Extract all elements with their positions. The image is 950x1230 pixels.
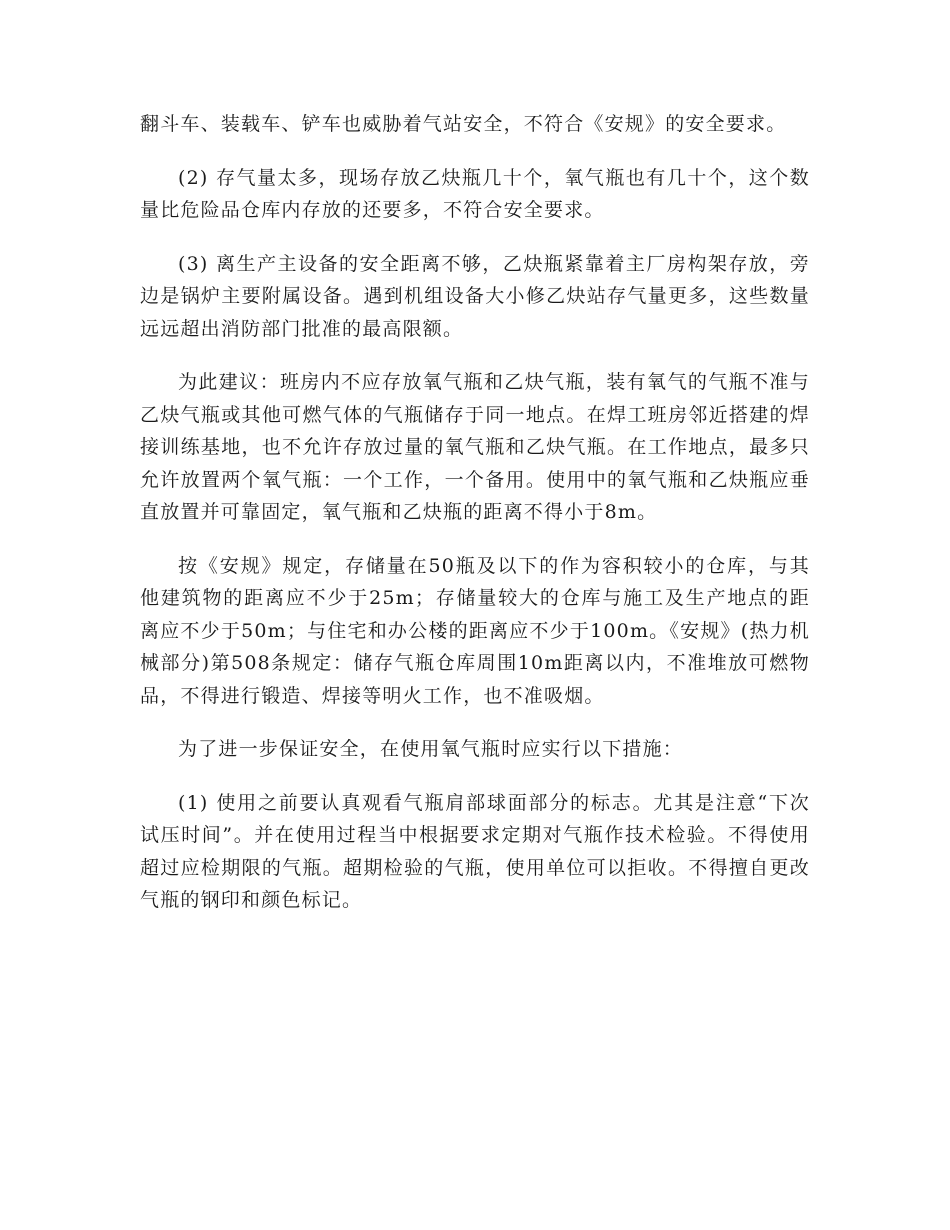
paragraph-item-3: (3) 离生产主设备的安全距离不够，乙炔瓶紧靠着主厂房构架存放，旁边是锅炉主要附属设备。遇到机组设备大小修乙炔站存气量更多，这些数量远远超出消防部门批准的最高限额。 [140, 252, 810, 340]
document-body [140, 108, 810, 938]
paragraph-measures-intro: 为了进一步保证安全，在使用氧气瓶时应实行以下措施： [178, 738, 684, 760]
paragraph-continuation: 翻斗车、装载车、铲车也威胁着气站安全，不符合《安规》的安全要求。 [140, 113, 787, 135]
paragraph-recommendation: 为此建议：班房内不应存放氧气瓶和乙炔气瓶，装有氧气的气瓶不准与乙炔气瓶或其他可燃气体的气瓶储存于同一地点。在焊工班房邻近搭建的焊接训练基地，也不允许存放过量的氧气瓶和乙炔气瓶。在工作地点，最多只允许放置两个氧气瓶：一个工作，一个备用。使用中的氧气瓶和乙炔瓶应垂直放置并可靠固定，氧气瓶和乙炔瓶的距离不得小于8m。 [140, 371, 810, 523]
paragraph-measure-1: (1) 使用之前要认真观看气瓶肩部球面部分的标志。尤其是注意“下次试压时间”。并在使用过程当中根据要求定期对气瓶作技术检验。不得使用超过应检期限的气瓶。超期检验的气瓶，使用单位可以拒收。不得擅自更改气瓶的钢印和颜色标记。 [140, 791, 810, 911]
paragraph-regulation: 按《安规》规定，存储量在50瓶及以下的作为容积较小的仓库，与其他建筑物的距离应不少于25m；存储量较大的仓库与施工及生产地点的距离应不少于50m；与住宅和办公楼的距离应不少于100m。《安规》(热力机械部分)第508条规定：储存气瓶仓库周围10m距离以内，不准堆放可燃物品，不得进行锻造、焊接等明火工作，也不准吸烟。 [140, 554, 810, 707]
paragraph-item-2: (2) 存气量太多，现场存放乙炔瓶几十个，氧气瓶也有几十个，这个数量比危险品仓库内存放的还要多，不符合安全要求。 [140, 166, 810, 221]
